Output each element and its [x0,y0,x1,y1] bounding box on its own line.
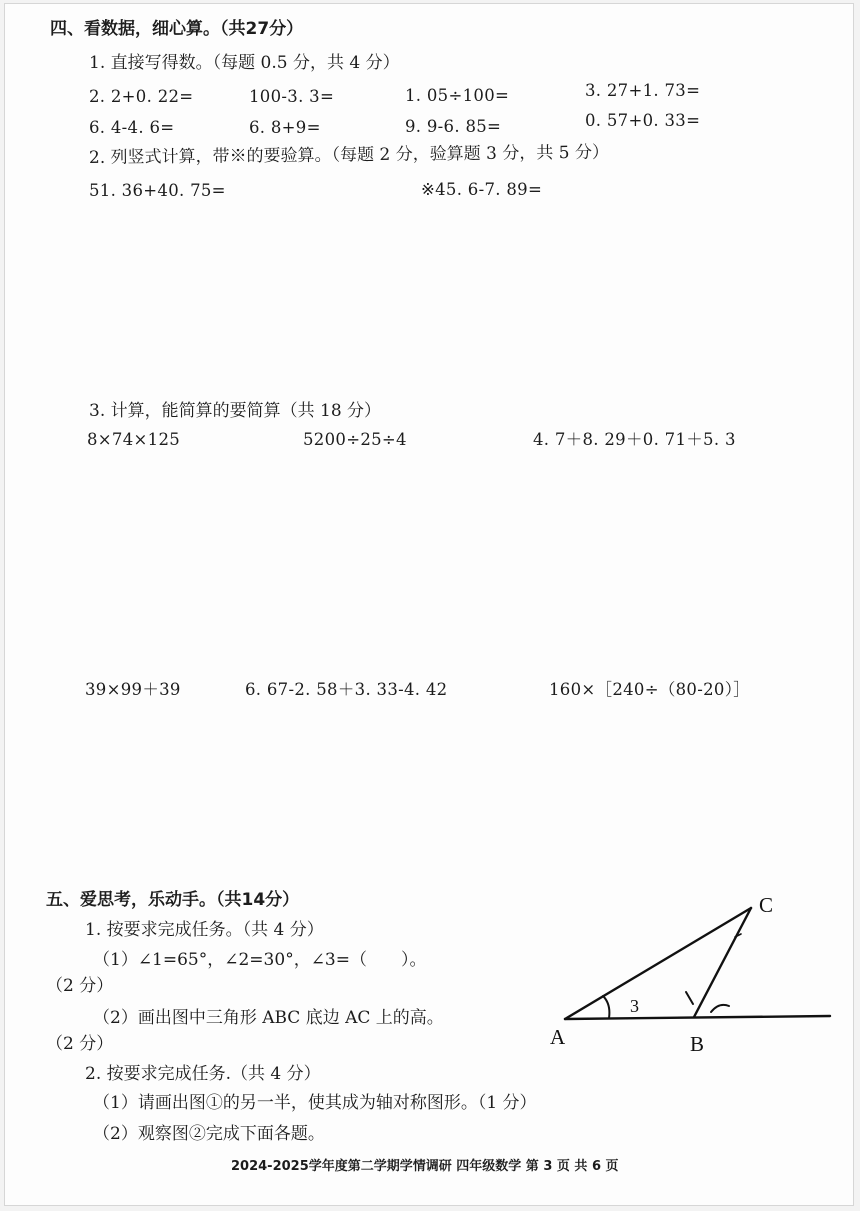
angle-3-label: 3 [630,996,639,1016]
baseline-ray [565,1016,830,1019]
angle-1-mark [686,992,693,1004]
simplify-item: 6. 67-2. 58＋3. 33-4. 42 [245,680,448,699]
calc-item: 0. 57+0. 33= [585,111,701,130]
angle-2-arc [711,1005,729,1012]
calc-item: 3. 27+1. 73= [585,81,701,100]
angle-3-arc [603,996,609,1018]
score-label: （2 分） [46,976,114,996]
simplify-item: 8×74×125 [87,430,181,449]
calc-item: 2. 2+0. 22= [89,87,194,106]
simplify-item: 160×［240÷（80-20）］ [549,680,751,699]
simplify-item: 4. 7＋8. 29＋0. 71＋5. 3 [533,430,736,449]
q4-2-title: 2. 列竖式计算，带※的要验算。（每题 2 分，验算题 3 分，共 5 分） [88,142,610,168]
calc-item: 6. 4-4. 6= [89,118,175,137]
simplify-item: 39×99＋39 [85,680,181,699]
vertex-a-label: A [550,1025,566,1049]
column-calc-item: 51. 36+40. 75= [89,181,226,200]
calc-item: 9. 9-6. 85= [405,117,502,136]
simplify-item: 5200÷25÷4 [303,430,407,449]
section-5-title: 五、爱思考，乐动手。（共14分） [46,890,300,910]
q4-3-title: 3. 计算，能简算的要简算（共 18 分） [89,401,382,421]
triangle-figure [5,4,855,1207]
q5-2-title: 2. 按要求完成任务.（共 4 分） [85,1064,321,1084]
exam-page [4,3,854,1206]
q5-1-title: 1. 按要求完成任务。（共 4 分） [85,920,324,940]
calc-item: 100-3. 3= [249,87,335,106]
vertex-c-label: C [759,893,774,917]
vertex-b-label: B [690,1032,705,1056]
calc-item: 1. 05÷100= [405,86,510,105]
page-footer: 2024-2025学年度第二学期学情调研 四年级数学 第 3 页 共 6 页 [231,1159,619,1174]
q5-2-part2: （2）观察图②完成下面各题。 [93,1124,325,1144]
q5-2-part1: （1）请画出图①的另一半，使其成为轴对称图形。（1 分） [93,1093,537,1113]
q5-1-part2: （2）画出图中三角形 ABC 底边 AC 上的高。 [93,1008,444,1028]
section-4-title: 四、看数据，细心算。（共27分） [50,19,304,39]
q5-1-part1: （1）∠1=65°，∠2=30°，∠3=（ ）。 [93,950,427,970]
calc-item: 6. 8+9= [249,118,321,137]
q4-1-title: 1. 直接写得数。（每题 0.5 分，共 4 分） [89,53,400,73]
column-calc-item: ※45. 6-7. 89= [421,180,543,199]
score-label: （2 分） [46,1034,114,1054]
